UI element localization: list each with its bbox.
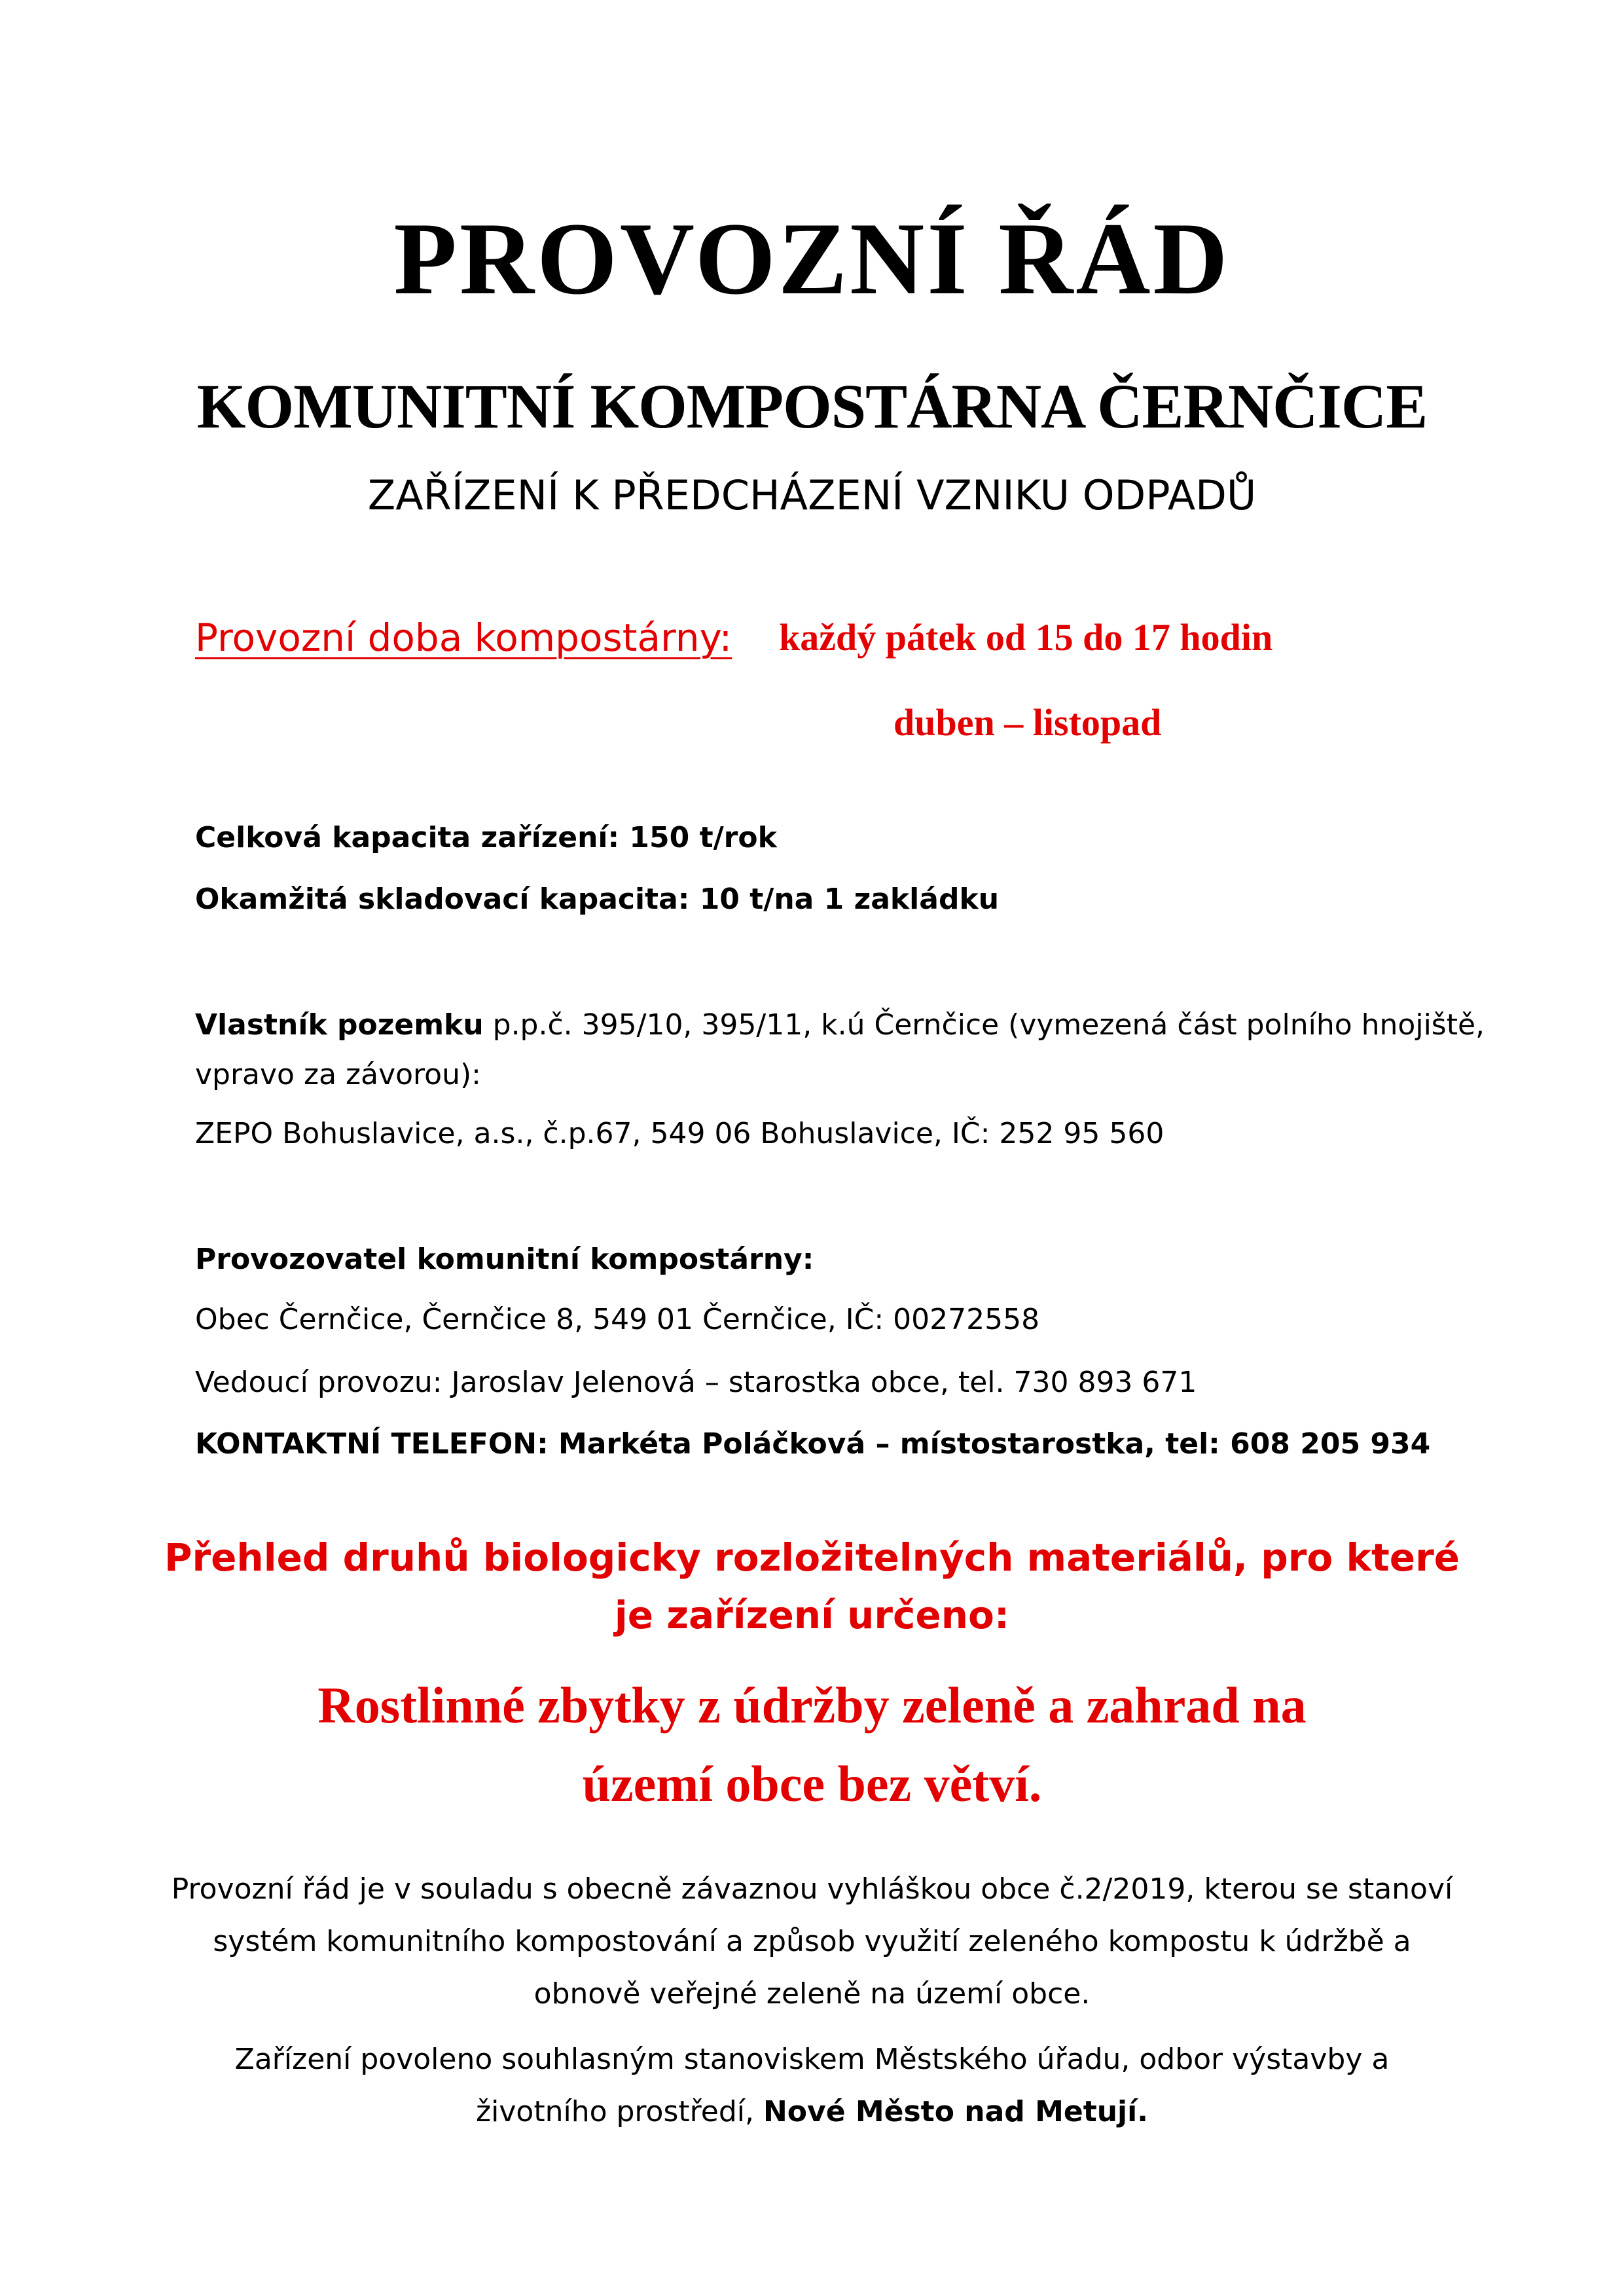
document-subtitle: KOMUNITNÍ KOMPOSTÁRNA ČERNČICE	[196, 371, 1428, 441]
materials-text-line-2: území obce bez větví.	[582, 1755, 1042, 1812]
land-owner-company: ZEPO Bohuslavice, a.s., č.p.67, 549 06 Bohuslavice, IČ: 252 95 560	[195, 1117, 1164, 1150]
contact-phone: KONTAKTNÍ TELEFON: Markéta Poláčková – místostarostka, tel: 608 205 934	[195, 1427, 1431, 1461]
land-owner-text: p.p.č. 395/10, 395/11, k.ú Černčice (vymezená část polního hnojiště,	[483, 1008, 1485, 1042]
operator-address: Obec Černčice, Černčice 8, 549 01 Černčice, IČ: 00272558	[195, 1303, 1040, 1336]
document-title: PROVOZNÍ ŘÁD	[393, 202, 1231, 316]
land-owner-line-continued: vpravo za závorou):	[195, 1058, 481, 1091]
operator-heading: Provozovatel komunitní kompostárny:	[195, 1243, 814, 1276]
materials-text-line-1: Rostlinné zbytky z údržby zeleně a zahrad na	[317, 1677, 1307, 1734]
materials-heading-line-2: je zařízení určeno:	[614, 1593, 1010, 1637]
operations-manager: Vedoucí provozu: Jaroslav Jelenová – starostka obce, tel. 730 893 671	[195, 1366, 1197, 1399]
storage-capacity: Okamžitá skladovací kapacita: 10 t/na 1 zakládku	[195, 883, 1000, 916]
opening-season: duben – listopad	[893, 701, 1162, 744]
permit-note-text: životního prostředí,	[476, 2095, 763, 2128]
permit-authority: Nové Město nad Metují.	[763, 2095, 1148, 2128]
opening-hours-value: každý pátek od 15 do 17 hodin	[779, 616, 1273, 659]
materials-heading-line-1: Přehled druhů biologicky rozložitelných materiálů, pro které	[164, 1535, 1460, 1580]
opening-hours-label: Provozní doba kompostárny:	[195, 615, 732, 660]
regulation-note-line-1: Provozní řád je v souladu s obecně závaznou vyhláškou obce č.2/2019, kterou se stanoví	[171, 1872, 1453, 1906]
land-owner-line	[195, 1008, 1485, 1042]
permit-note-line-2	[0, 2095, 1624, 2128]
regulation-note-line-2: systém komunitního kompostování a způsob využití zeleného kompostu k údržbě a	[213, 1925, 1411, 1958]
regulation-note-line-3: obnově veřejné zeleně na území obce.	[533, 1977, 1091, 2011]
land-owner-label: Vlastník pozemku	[195, 1008, 484, 1042]
total-capacity: Celková kapacita zařízení: 150 t/rok	[195, 821, 777, 854]
permit-note-line-1: Zařízení povoleno souhlasným stanoviskem Městského úřadu, odbor výstavby a	[234, 2043, 1390, 2076]
document-subtitle-secondary: ZAŘÍZENÍ K PŘEDCHÁZENÍ VZNIKU ODPADŮ	[367, 471, 1257, 519]
